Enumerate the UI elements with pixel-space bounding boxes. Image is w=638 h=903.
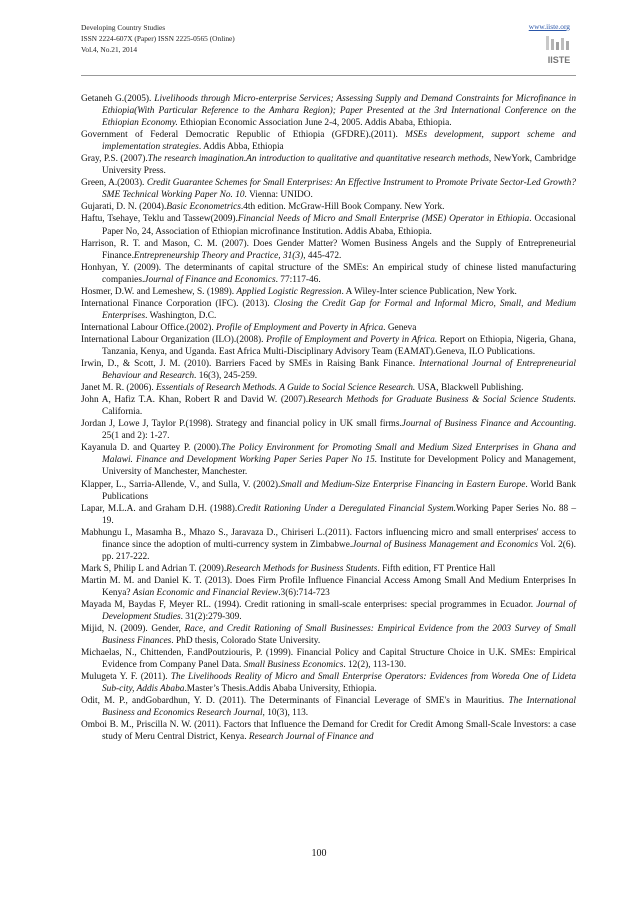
reference-entry <box>81 129 576 153</box>
reference-authors: Martin M. M. and Daniel K. T. (2013). Does Firm Profile Influence Financial Access Among Small And Medium Enterprises In Kenya? <box>81 575 576 598</box>
reference-entry <box>81 298 576 322</box>
reference-authors: Hosmer, D.W. and Lemeshew, S. (1989). <box>81 286 237 297</box>
reference-title: Small Business Economics <box>243 660 344 671</box>
reference-source: .Master’s Thesis.Addis Ababa University, Ethiopia. <box>184 684 377 695</box>
reference-authors: Janet M. R. (2006). <box>81 383 157 394</box>
reference-authors: Mijid, N. (2009). Gender, <box>81 624 185 635</box>
reference-authors: Honhyan, Y. (2009). The determinants of capital structure of the SMEs: An empirical study of chinese listed manufacturing companies. <box>81 262 576 285</box>
reference-authors: Government of Federal Democratic Republic of Ethiopia (GFDRE).(2011). <box>81 130 406 141</box>
reference-entry <box>81 382 576 394</box>
page-number: 100 <box>311 848 327 859</box>
reference-source: California. <box>102 407 143 418</box>
reference-authors: Irwin, D., & Scott, J. M. (2010). Barriers Faced by SMEs in Raising Bank Finance. <box>81 359 419 370</box>
reference-authors: Green, A.(2003). <box>81 178 147 189</box>
reference-authors: Lapar, M.L.A. and Graham D.H. (1988). <box>81 503 238 514</box>
journal-url-link[interactable]: www.iiste.org <box>528 22 570 31</box>
reference-entry <box>81 503 576 527</box>
reference-authors: Mabhungu I., Masamha B., Mhazo S., Jaravaza D., Chiriseri L.(2011). Factors influencing micro and small enterprises' access to finance since the adoption of multi-currency system in Zimbabwe. <box>81 527 576 550</box>
reference-entry <box>81 394 576 418</box>
reference-source: . 16(3), 245-259. <box>194 371 258 382</box>
reference-source: Report on Ethiopia, Nigeria, Ghana, Tanzania, Kenya, and Uganda. East Africa Multi-Disciplinary Advisory Team (EAMAT).Geneva, ILO Publications. <box>102 334 577 357</box>
reference-authors: Haftu, Tsehaye, Teklu and Tassew(2009). <box>81 214 238 225</box>
journal-name: Developing Country Studies <box>81 23 166 32</box>
reference-entry <box>81 93 576 129</box>
reference-entry <box>81 527 576 563</box>
reference-entry <box>81 286 576 298</box>
reference-authors: Odit, M. P., andGobardhun, Y. D. (2011). The Determinants of Financial Leverage of SME's in Mauritius. <box>81 696 509 707</box>
reference-title: Small and Medium-Size Enterprise Financing in Eastern Europe <box>280 479 526 490</box>
reference-entry <box>81 418 576 442</box>
reference-source: , 10(3), 113. <box>262 708 309 719</box>
reference-authors: Gray, P.S. (2007). <box>81 154 148 165</box>
reference-source: .3(6):714-723 <box>278 587 330 598</box>
reference-authors: International Labour Organization (ILO).(2008). <box>81 334 267 345</box>
reference-title: Profile of Employment and Poverty in Africa. <box>266 334 438 345</box>
reference-source: USA, Blackwell Publishing. <box>415 383 524 394</box>
reference-authors: International Finance Corporation (IFC). (2013). <box>81 298 274 309</box>
reference-entry <box>81 442 576 478</box>
reference-title: The research imagination.An introduction to qualitative and quantitative research methods <box>147 154 489 165</box>
reference-entry <box>81 563 576 575</box>
reference-entry <box>81 575 576 599</box>
reference-entry <box>81 479 576 503</box>
reference-entry <box>81 623 576 647</box>
reference-entry <box>81 671 576 695</box>
reference-source: Working Paper Series No. 88 – 19. <box>102 503 577 526</box>
reference-source: . A Wiley-Inter science Publication, New York. <box>341 286 517 297</box>
reference-authors: Mark S, Philip L and Adrian T. (2009). <box>81 563 227 574</box>
volume-line: Vol.4, No.21, 2014 <box>81 45 138 54</box>
page-header <box>81 22 576 76</box>
reference-source: . 31(2):279-309. <box>180 612 242 623</box>
reference-title: Credit Rationing Under a Deregulated Financial System. <box>237 503 456 514</box>
reference-entry <box>81 177 576 201</box>
reference-authors: Michaelas, N., Chittenden, F.andPoutziouris, P. (1999). Financial Policy and Capital Structure Choice in U.K. SMEs: Empirical Evidence from Company Panel Data. <box>81 648 576 671</box>
reference-title: Journal of Development Studies <box>102 599 576 623</box>
reference-source: Vol. 2(6). pp. 217-222. <box>102 539 577 562</box>
reference-entry <box>81 358 576 382</box>
reference-title: Applied Logistic Regression <box>236 286 342 297</box>
reference-title: Financial Needs of Micro and Small Enterprise (MSE) Operator in Ethiopia <box>237 214 530 225</box>
reference-title: Research Journal of Finance and <box>248 732 374 743</box>
reference-title: Profile of Employment and Poverty in Africa <box>216 322 384 333</box>
reference-title: Livelihoods through Micro-enterprise Services; Assessing Supply and Demand Constraints for Microfinance in Ethiopia(With Particular Reference to the Amhara Region); Paper Presented at the 3rd International Conference on the Ethiopian Economy. <box>102 94 576 129</box>
reference-entry <box>81 262 576 286</box>
reference-source: , 445-472. <box>303 250 342 261</box>
reference-entry <box>81 599 576 623</box>
reference-source: . Fifth edition, FT Prentice Hall <box>377 563 496 574</box>
reference-source: . World Bank Publications <box>102 479 576 502</box>
reference-source: .4th edition. McGraw-Hill Book Company. New York. <box>240 202 445 213</box>
header-rule <box>81 75 576 76</box>
reference-source: . PhD thesis, Colorado State University. <box>171 636 321 647</box>
reference-authors: John A, Hafiz T.A. Khan, Robert R and David W. (2007). <box>81 395 309 406</box>
reference-entry <box>81 719 576 743</box>
reference-entry <box>81 695 576 719</box>
reference-authors: Kayanula D. and Quartey P. (2000). <box>81 443 222 454</box>
reference-source: . 12(2), 113-130. <box>343 660 407 671</box>
reference-authors: Getaneh G.(2005). <box>81 94 155 104</box>
reference-authors: Omboi B. M., Priscilla N. W. (2011). Factors that Influence the Demand for Credit for Credit Among Small-Scale Investors: a case study of Meru Central District, Kenya. <box>81 720 576 743</box>
reference-entry <box>81 153 576 177</box>
reference-list <box>81 93 576 744</box>
reference-entry <box>81 213 576 237</box>
reference-source: . Washington, D.C. <box>145 310 217 321</box>
reference-title: Asian Economic and Financial Review <box>132 587 279 598</box>
reference-title: Closing the Credit Gap for Formal and Informal Micro, Small, and Medium Enterprises <box>102 298 576 321</box>
logo-text: IISTE <box>547 55 571 65</box>
reference-title: Race, and Credit Rationing of Small Businesses: Empirical Evidence from the 2003 Survey of Small Business Finances <box>102 624 576 647</box>
reference-authors: Klapper, L., Sarria-Allende, V., and Sulla, V. (2002). <box>81 479 281 490</box>
reference-entry <box>81 647 576 671</box>
reference-source: . Occasional Paper No, 24, Association of Ethiopian microfinance Institution. Addis Ababa, Ethiopia. <box>102 214 576 237</box>
reference-title: Basic Econometrics <box>166 202 241 213</box>
reference-title: International Journal of Entrepreneurial Behaviour and Research <box>102 359 576 382</box>
reference-title: The Livelihoods Reality of Micro and Small Enterprise Operators: Evidences from Woreda One of Lideta Sub-city, Addis Ababa <box>102 672 576 695</box>
reference-title: Research Methods for Graduate Business & Social Science Students. <box>308 395 576 406</box>
issn-line: ISSN 2224-607X (Paper) ISSN 2225-0565 (Online) <box>81 34 235 43</box>
reference-authors: Mulugeta Y. F. (2011). <box>81 672 171 683</box>
reference-title: The International Business and Economics Research Journal <box>102 696 576 719</box>
reference-title: Entrepreneurship Theory and Practice, 31(3) <box>133 250 304 261</box>
reference-source: . Addis Abba, Ethiopia <box>198 142 284 153</box>
reference-source: , NewYork, Cambridge University Press. <box>102 154 576 177</box>
reference-authors: Harrison, R. T. and Mason, C. M. (2007). Does Gender Matter? Women Business Angels and the Supply of Entrepreneurial Finance. <box>81 238 576 261</box>
reference-entry <box>81 201 576 213</box>
reference-entry <box>81 238 576 262</box>
reference-title: Credit Guarantee Schemes for Small Enterprises: An Effective Instrument to Promote Private Sector-Led Growth? SME Technical Working Paper No. 10. <box>102 178 576 201</box>
reference-source: Ethiopian Economic Association June 2-4, 2005. Addis Ababa, Ethiopia. <box>177 118 452 129</box>
reference-title: Journal of Finance and Economics <box>144 274 276 285</box>
reference-source: Institute for Development Policy and Management, University of Manchester, Manchester. <box>102 455 576 478</box>
reference-authors: Gujarati, D. N. (2004). <box>81 202 167 213</box>
reference-title: Research Methods for Business Students <box>226 563 378 574</box>
reference-authors: Jordan J, Lowe J, Taylor P.(1998). Strategy and financial policy in UK small firms. <box>81 419 402 430</box>
reference-title: Journal of Business Finance and Accounting <box>401 419 574 430</box>
reference-title: MSEs development, support scheme and implementation strategies <box>102 130 576 153</box>
reference-title: The Policy Environment for Promoting Small and Medium Sized Enterprises in Ghana and Malawi. Finance and Development Working Paper Series Paper No 15. <box>102 443 576 466</box>
reference-title: Essentials of Research Methods. A Guide to Social Science Research. <box>156 383 416 394</box>
iiste-logo-icon <box>544 34 574 68</box>
reference-authors: International Labour Office.(2002). <box>81 322 217 333</box>
reference-source: . 77:117-46. <box>275 274 321 285</box>
reference-source: . 25(1 and 2): 1-27. <box>102 419 576 442</box>
reference-entry <box>81 322 576 334</box>
reference-source: . Geneva <box>383 322 417 333</box>
reference-source: Vienna: UNIDO. <box>246 190 313 201</box>
reference-title: Journal of Business Management and Economics <box>352 539 538 550</box>
reference-entry <box>81 334 576 358</box>
reference-authors: Mayada M, Baydas F, Meyer RL. (1994). Credit rationing in small-scale enterprises: special programmes in Ecuador. <box>81 599 537 610</box>
